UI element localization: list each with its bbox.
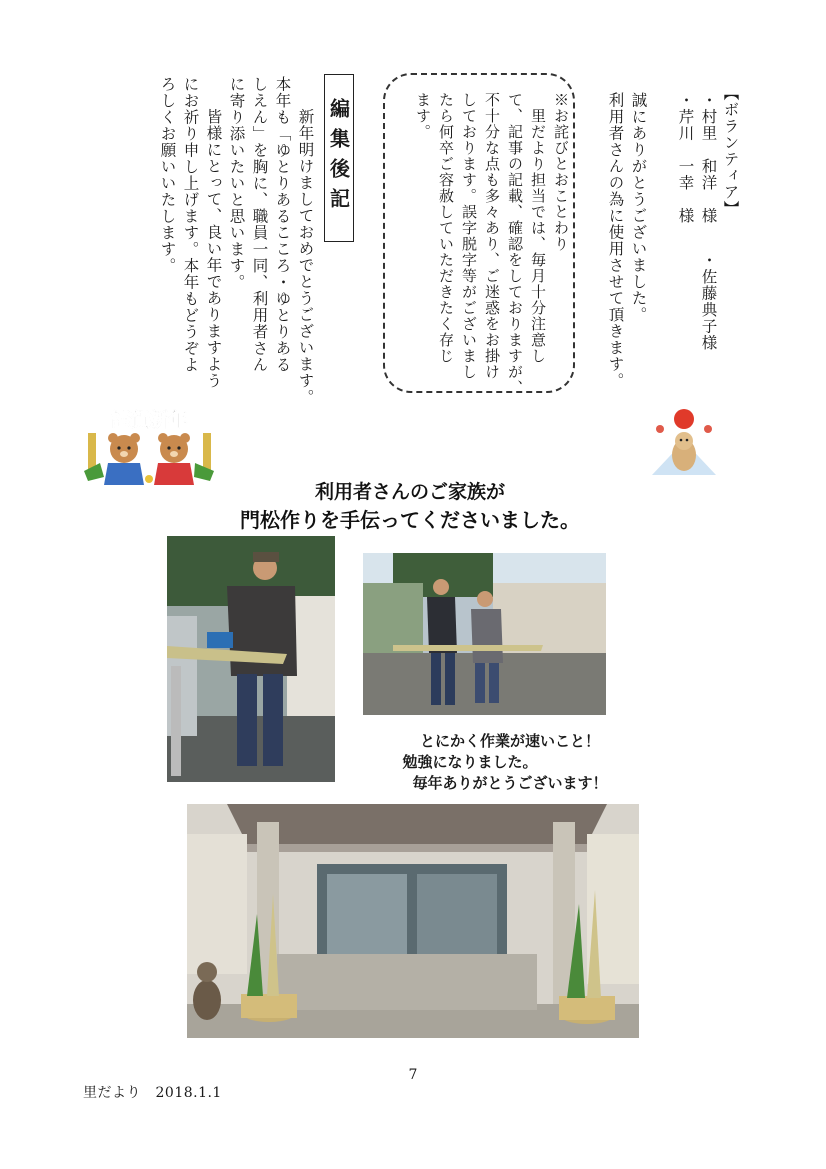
volunteer-name-1: ・村里 和洋 様 xyxy=(699,92,718,224)
volunteer-usage-note: 利用者さんの為に使用させて頂きます。 xyxy=(606,92,625,389)
editor-notes-title: 編集後記 xyxy=(324,74,354,242)
editor-line: 皆様にとって、良い年でありますよう xyxy=(204,92,223,389)
apology-line: ます。 xyxy=(414,92,432,140)
page-number: 7 xyxy=(408,1067,418,1083)
volunteer-thanks: 誠にありがとうございました。 xyxy=(629,92,648,323)
editor-line: ろしくお願いいたします。 xyxy=(158,76,177,274)
kinga-shinnen-label: 謹賀新年 xyxy=(111,409,188,431)
editor-line: にお祈り申し上げます。本年もどうぞよ xyxy=(181,76,200,373)
apology-line: て、記事の記載、確認をしておりますが、 xyxy=(506,92,524,396)
caption-line-1: とにかく作業が速いこと！ xyxy=(419,732,600,750)
apology-title: ※お詫びとおことわり xyxy=(552,92,570,252)
dog-icon xyxy=(648,405,720,477)
volunteer-heading: 【ボランティア】 xyxy=(721,85,740,217)
editor-line: 本年も「ゆとりあるこころ・ゆとりある xyxy=(273,76,292,373)
editor-line: に寄り添いたいと思います。 xyxy=(227,76,246,291)
new-year-bears-illustration xyxy=(82,405,217,487)
editor-line: 新年明けましておめでとうございます。 xyxy=(296,92,315,406)
apology-line: しております。誤字脱字等がございまし xyxy=(460,92,478,380)
photo-man-cutting-bamboo xyxy=(167,536,335,782)
apology-line: たら何卒ご容赦していただきたく存じ xyxy=(437,92,455,364)
new-year-dog-illustration xyxy=(648,405,720,477)
editor-line: しえん」を胸に、職員一同、利用者さん xyxy=(250,76,269,373)
headline-line-1: 利用者さんのご家族が xyxy=(314,481,505,503)
apology-line: 里だより担当では、毎月十分注意し xyxy=(529,92,547,364)
caption-line-2: 勉強になりました。 xyxy=(402,753,538,771)
volunteer-name-2: ・佐藤典子様 xyxy=(699,252,718,351)
volunteer-name-3: ・芹川 一幸 様 xyxy=(676,92,695,224)
caption-line-3: 毎年ありがとうございます！ xyxy=(412,774,608,792)
apology-line: 不十分な点も多々あり、ご迷惑をお掛け xyxy=(483,92,501,380)
headline-line-2: 門松作りを手伝ってくださいました。 xyxy=(240,508,580,532)
photo-two-men-working xyxy=(363,553,606,715)
footer-publication-date: 里だより 2018.1.1 xyxy=(83,1085,222,1101)
photo-entrance-kadomatsu xyxy=(187,804,639,1038)
